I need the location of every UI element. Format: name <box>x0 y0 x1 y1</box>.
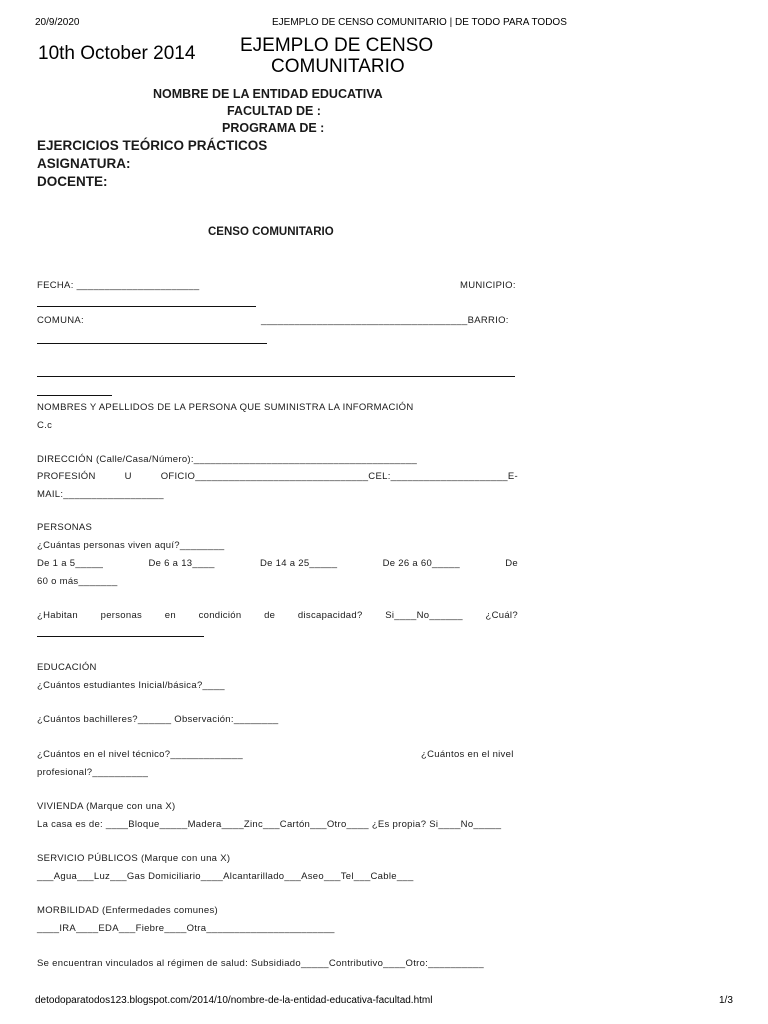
age-range: De 1 a 5_____ <box>37 558 104 569</box>
morbilidad-options: ____IRA____EDA___Fiebre____Otra_______________________ <box>37 923 335 934</box>
profesion-row <box>37 471 518 482</box>
morbilidad-section-title: MORBILIDAD (Enfermedades comunes) <box>37 905 218 916</box>
print-date: 20/9/2020 <box>35 17 80 28</box>
edu-question-bachilleres: ¿Cuántos bachilleres?______ Observación:________ <box>37 714 279 725</box>
comuna-label: COMUNA: <box>37 315 84 326</box>
disability-word: en <box>164 610 176 621</box>
post-title-line2: COMUNITARIO <box>271 56 405 77</box>
age-range: De 26 a 60_____ <box>382 558 460 569</box>
nombres-label: NOMBRES Y APELLIDOS DE LA PERSONA QUE SUMINISTRA LA INFORMACIÓN <box>37 402 414 413</box>
servicios-options: ___Agua___Luz___Gas Domiciliario____Alcantarillado___Aseo___Tel___Cable___ <box>37 871 414 882</box>
barrio-field: _____________________________________BARRIO: <box>261 315 509 326</box>
disability-word: ¿Cuál? <box>485 610 518 621</box>
entity-name: NOMBRE DE LA ENTIDAD EDUCATIVA <box>153 87 383 101</box>
profesion-word: U <box>124 471 132 482</box>
direccion-field: DIRECCIÓN (Calle/Casa/Número):________________________________________ <box>37 454 418 465</box>
edu-question-profesional: ¿Cuántos en el nivel <box>421 749 514 760</box>
barrio-line <box>37 343 267 344</box>
email-field: MAIL:__________________ <box>37 489 164 500</box>
fecha-field: FECHA: ______________________ <box>37 280 200 291</box>
vivienda-options: La casa es de: ____Bloque_____Madera____Zinc___Cartón___Otro____ ¿Es propia? Si____No_____ <box>37 819 502 830</box>
profesion-word: OFICIO_______________________________CEL:_____________________E- <box>160 471 518 482</box>
post-title-line1: EJEMPLO DE CENSO <box>240 35 434 56</box>
disability-word: discapacidad? <box>297 610 363 621</box>
disability-word: Si____No______ <box>385 610 463 621</box>
edu-question-tecnico: ¿Cuántos en el nivel técnico?_____________ <box>37 749 243 760</box>
edu-question-basic: ¿Cuántos estudiantes Inicial/básica?____ <box>37 680 225 691</box>
municipio-label: MUNICIPIO: <box>460 280 516 291</box>
disability-row <box>37 610 518 621</box>
print-url: detodoparatodos123.blogspot.com/2014/10/nombre-de-la-entidad-educativa-facultad.html <box>35 995 433 1006</box>
municipio-line <box>37 306 256 307</box>
personas-section-title: PERSONAS <box>37 522 93 533</box>
program-label: PROGRAMA DE : <box>222 121 325 135</box>
cual-line <box>37 636 204 637</box>
age-range: De 6 a 13____ <box>148 558 215 569</box>
blank-line <box>37 376 515 377</box>
exercises-heading: EJERCICIOS TEÓRICO PRÁCTICOS <box>37 138 268 153</box>
disability-word: ¿Habitan <box>37 610 78 621</box>
print-page-number: 1/3 <box>719 995 733 1006</box>
ages-row <box>37 558 518 569</box>
edu-profesional-continuation: profesional?__________ <box>37 767 149 778</box>
ages-continuation: 60 o más_______ <box>37 576 118 587</box>
age-range: De <box>505 558 518 569</box>
faculty-label: FACULTAD DE : <box>227 104 321 118</box>
salud-regimen-line: Se encuentran vinculados al régimen de salud: Subsidiado_____Contributivo____Otro:__________ <box>37 958 484 969</box>
teacher-label: DOCENTE: <box>37 174 108 189</box>
servicios-section-title: SERVICIO PÚBLICOS (Marque con una X) <box>37 853 231 864</box>
disability-word: condición <box>198 610 242 621</box>
profesion-word: PROFESIÓN <box>37 471 96 482</box>
vivienda-section-title: VIVIENDA (Marque con una X) <box>37 801 176 812</box>
census-title: CENSO COMUNITARIO <box>208 226 334 238</box>
disability-word: de <box>264 610 276 621</box>
educacion-section-title: EDUCACIÓN <box>37 662 97 673</box>
post-date: 10th October 2014 <box>38 43 196 64</box>
cc-label: C.c <box>37 420 53 431</box>
disability-word: personas <box>100 610 143 621</box>
print-page-title: EJEMPLO DE CENSO COMUNITARIO | DE TODO PARA TODOS <box>272 17 567 28</box>
subject-label: ASIGNATURA: <box>37 156 131 171</box>
blank-line-short <box>37 395 112 396</box>
personas-question: ¿Cuántas personas viven aquí?________ <box>37 540 225 551</box>
age-range: De 14 a 25_____ <box>259 558 338 569</box>
